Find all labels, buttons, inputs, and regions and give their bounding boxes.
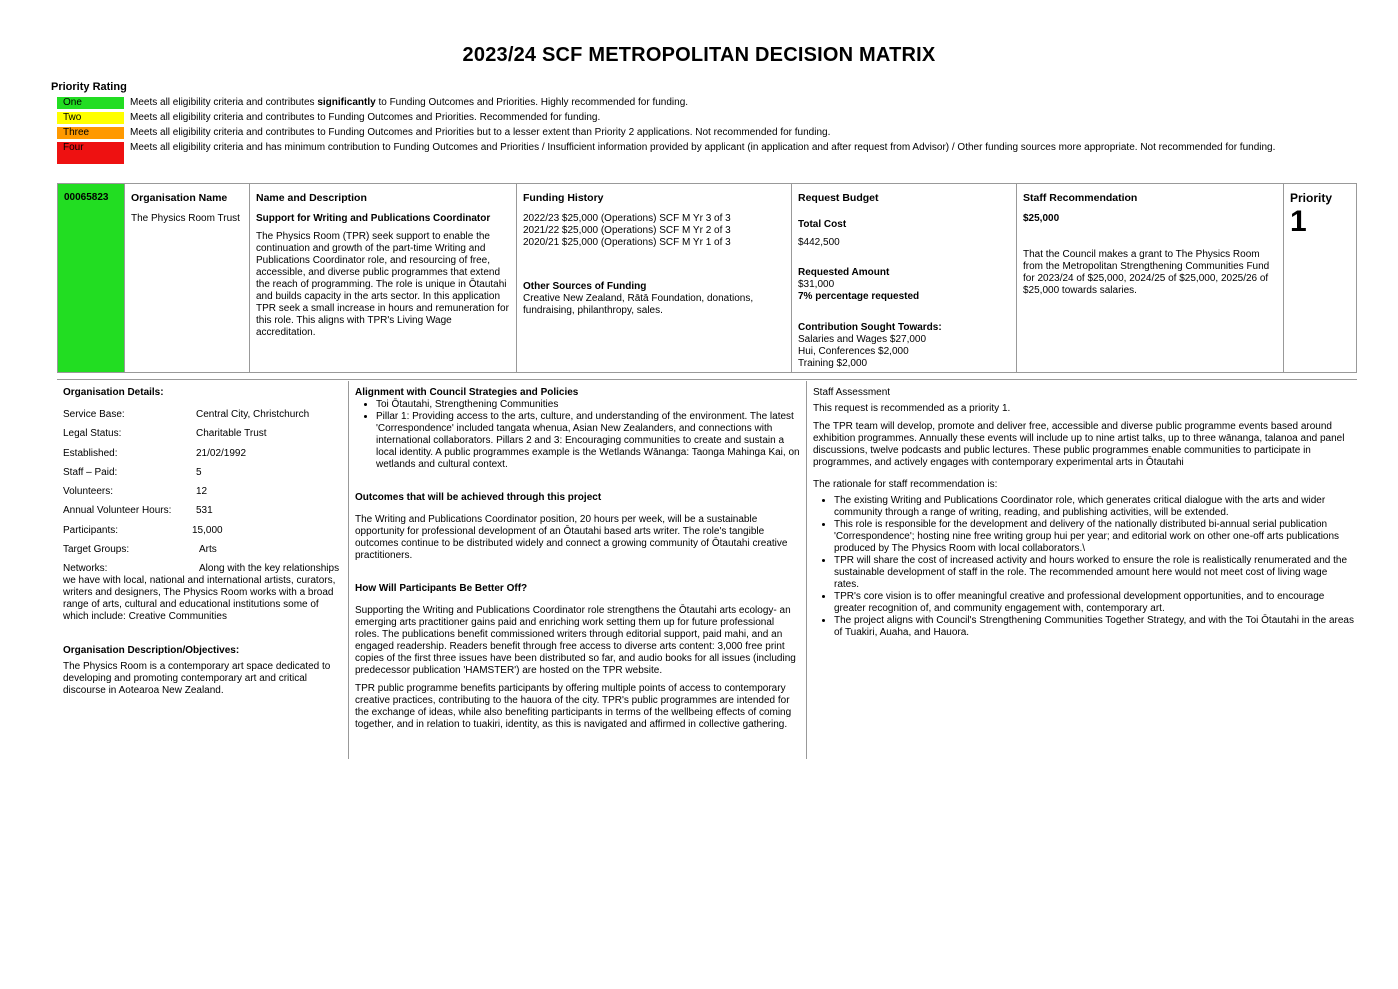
rationale-item: • TPR's core vision is to offer meaningful creative and professional development opportunities, and to encourage greater recognition of, and community engagement with, contemporary art. (834, 591, 1354, 615)
detail-row (63, 486, 341, 505)
detail-key: Legal Status: (63, 428, 122, 440)
detail-key: Target Groups: (63, 544, 130, 556)
rationale-item: • The project aligns with Council's Strengthening Communities Together Strategy, and with the Toi Ōtautahi in the areas of Tuakiri, Auaha, and Hauora. (834, 615, 1354, 639)
detail-row (63, 544, 341, 563)
rationale-item: • TPR will share the cost of increased activity and hours worked to ensure the role is realistically renumerated and the sustainable development of staff in the role. The recommended amount here would not meet cost of living wage rates. (834, 555, 1354, 591)
detail-value: 5 (196, 466, 202, 478)
detail-key: Established: (63, 447, 118, 459)
staff-recommendation-header: Staff Recommendation (1023, 192, 1138, 204)
alignment-column (348, 381, 800, 759)
application-id-cell (58, 184, 125, 373)
org-details-heading: Organisation Details: (63, 387, 164, 398)
legend-swatch-one: One (57, 97, 124, 109)
legend-row-two (57, 112, 1317, 124)
legend-text-one-bold: significantly (317, 97, 376, 108)
detail-value: Charitable Trust (196, 428, 267, 440)
legend-text-one (124, 97, 1317, 109)
description-header: Name and Description (256, 192, 367, 204)
detail-key: Service Base: (63, 409, 125, 420)
staff-recommended-amount: $25,000 (1023, 213, 1060, 224)
org-description-heading: Organisation Description/Objectives: (63, 645, 240, 657)
org-name-header: Organisation Name (131, 192, 228, 204)
networks-label: Networks: (63, 563, 108, 575)
legend-text-four: Meets all eligibility criteria and has minimum contribution to Funding Outcomes and Priorities / Insufficient information provided by applicant (in application and after request from Advisor) / Other funding sources more appropriate. Not recommended for funding. (130, 142, 1276, 153)
requested-amount: $31,000 (798, 279, 835, 290)
legend-row-one (57, 97, 1317, 109)
staff-recommendation-text: That the Council makes a grant to The Physics Room from the Metropolitan Strengthening Communities Fund for 2023/24 of $25,000, 2024/25 of $25,000, 2025/26 of $25,000 towards salaries. (1023, 249, 1270, 296)
legend-text-two: Meets all eligibility criteria and contributes to Funding Outcomes and Priorities. Recommended for funding. (130, 112, 601, 123)
org-name: The Physics Room Trust (131, 213, 240, 224)
legend-swatch-two: Two (57, 112, 124, 124)
rationale-intro: The rationale for staff recommendation is: (813, 479, 998, 490)
detail-value: Central City, Christchurch (196, 409, 310, 420)
application-id: 00065823 (64, 192, 109, 203)
other-sources-label: Other Sources of Funding (523, 281, 647, 292)
detail-row (63, 467, 341, 486)
percent-requested: 7% percentage requested (798, 291, 920, 302)
organisation-details-column (57, 381, 341, 697)
legend-text-one-post: to Funding Outcomes and Priorities. Highly recommended for funding. (375, 97, 689, 108)
staff-assessment-column (806, 381, 1354, 759)
detail-row (63, 409, 341, 428)
legend-row-four (57, 142, 1317, 164)
funding-history-cell (517, 184, 792, 373)
alignment-list (355, 399, 800, 471)
alignment-heading: Alignment with Council Strategies and Policies (355, 387, 579, 398)
funding-history-line: 2020/21 $25,000 (Operations) SCF M Yr 1 of 3 (523, 237, 731, 248)
detail-value: 12 (196, 486, 208, 498)
total-cost-label: Total Cost (798, 219, 847, 230)
rationale-list (813, 495, 1354, 639)
org-name-cell (125, 184, 250, 373)
better-off-text: Supporting the Writing and Publications Coordinator role strengthens the Ōtautahi arts ecology- an emerging arts practitioner gains paid and enriching work setting them up for future professional roles. The publications benefit commissioned writers through editorial support, paid mahi, and an engaged readership. Readers benefit through free access to diverse arts content: 3,000 free print copies of the first three issues have been distributed so far, and audio books for all issues (including predecessor publication 'HAMSTER') are hosted on the TPR website. (355, 605, 796, 676)
assessment-summary: The TPR team will develop, promote and deliver free, accessible and diverse public programme events based around exhibition programmes. Annually these events will include up to nine artist talks, up to three wānanga, talanoa and panel discussions, twelve podcasts and public lectures. These public programmes enable communities to participate in programmes, and actively engages with contemporary experimental arts in Ōtautahi (813, 421, 1345, 468)
contribution-line: Salaries and Wages $27,000 (798, 334, 927, 345)
legend-text-one-pre: Meets all eligibility criteria and contributes (130, 97, 318, 108)
priority-cell (1284, 184, 1357, 373)
total-cost: $442,500 (798, 237, 840, 248)
funding-history-header: Funding History (523, 192, 604, 204)
priority-value: 1 (1290, 205, 1307, 238)
detail-key: Volunteers: (63, 486, 114, 498)
staff-assessment-heading: Staff Assessment (813, 387, 891, 398)
priority-rating-heading: Priority Rating (51, 81, 127, 93)
legend-swatch-four: Four (57, 142, 124, 164)
other-sources: Creative New Zealand, Rātā Foundation, donations, fundraising, philanthropy, sales. (523, 293, 754, 316)
project-description: The Physics Room (TPR) seek support to enable the continuation and growth of the part-time Writing and Publications Coordinator role, and resourcing of free, accessible, and diverse public programmes that extend the reach of programming. The role is unique in Ōtautahi and builds capacity in the arts sector. In this application TPR seek a small increase in hours and remuneration for this role. This aligns with TPR's Living Wage accreditation. (256, 231, 509, 338)
detail-value: 531 (196, 505, 213, 517)
alignment-item: • Pillar 1: Providing access to the arts, culture, and understanding of the environment. The latest 'Correspondence' included tangata whenua, Asian New Zealanders, and connections with international collaborators. Pillars 2 and 3: Encouraging communities to create and sustain a local identity. A public programmes example is the Wetlands Wānanga: Taonga Mahinga Kai, on wetlands and cultural context. (376, 411, 800, 471)
funding-history-line: 2022/23 $25,000 (Operations) SCF M Yr 3 of 3 (523, 213, 731, 224)
priority-legend (57, 97, 1317, 167)
legend-swatch-three: Three (57, 127, 124, 139)
request-budget-header: Request Budget (798, 192, 879, 204)
detail-value: 21/02/1992 (196, 447, 247, 459)
requested-amount-label: Requested Amount (798, 267, 890, 278)
legend-text-three: Meets all eligibility criteria and contributes to Funding Outcomes and Priorities but to a lesser extent than Priority 2 applications. Not recommended for funding. (130, 127, 831, 138)
detail-value: Arts (199, 544, 217, 556)
better-off-text: TPR public programme benefits participants by offering multiple points of access to contemporary creative practices, contributing to the hauora of the city. TPR's public programmes are intended for the exchange of ideas, while also benefiting participants in terms of the wellbeing effects of coming together, and in relation to tuakiri, identity, as this is navigated and affirmed in collective gathering. (355, 683, 792, 730)
detail-key: Staff – Paid: (63, 466, 118, 478)
outcomes-heading: Outcomes that will be achieved through this project (355, 492, 602, 503)
detail-row (63, 428, 341, 447)
outcomes-text: The Writing and Publications Coordinator position, 20 hours per week, will be a sustainable opportunity for professional development of an Ōtautahi based arts writer. The role's tangible outcomes continue to be distributed widely and connect a growing community of Ōtautahi creative practitioners. (355, 514, 788, 561)
description-cell (250, 184, 517, 373)
page-title: 2023/24 SCF METROPOLITAN DECISION MATRIX (462, 44, 936, 66)
networks-text: Along with the key relationships we have with local, national and international artists, curators, writers and designers, The Physics Room works with a broad range of arts, cultural and educational institutions some of which include: Creative Communities (63, 563, 340, 623)
legend-row-three (57, 127, 1317, 139)
rationale-item: • This role is responsible for the development and delivery of the nationally distributed bi-annual serial publication 'Correspondence'; hosting nine free writing group hui per year; and editorial work on other one-off arts publications produced by The Physics Room with local collaborators.\ (834, 519, 1354, 555)
priority-header: Priority (1290, 191, 1333, 205)
detail-row (63, 505, 341, 524)
detail-key: Annual Volunteer Hours: (63, 505, 172, 517)
assessment-priority-line: This request is recommended as a priority 1. (813, 403, 1011, 414)
funding-history-line: 2021/22 $25,000 (Operations) SCF M Yr 2 of 3 (523, 225, 731, 236)
detail-value: 15,000 (192, 524, 223, 536)
staff-recommendation-cell (1017, 184, 1284, 373)
better-off-heading: How Will Participants Be Better Off? (355, 583, 528, 594)
org-description-text: The Physics Room is a contemporary art space dedicated to developing and promoting contemporary art and critical discourse in Aotearoa New Zealand. (63, 661, 331, 697)
project-name: Support for Writing and Publications Coordinator (256, 213, 491, 224)
networks (63, 563, 341, 623)
detail-row (63, 448, 341, 467)
detail-key: Participants: (63, 524, 119, 536)
request-budget-cell (792, 184, 1017, 373)
alignment-item: • Toi Ōtautahi, Strengthening Communities (376, 399, 800, 411)
detail-row (63, 525, 341, 544)
rationale-item: • The existing Writing and Publications Coordinator role, which generates critical dialogue with the arts and wider community through a range of writing, reading, and publishing activities, will be extended. (834, 495, 1354, 519)
contribution-label: Contribution Sought Towards: (798, 322, 942, 333)
section-divider (57, 379, 1357, 380)
contribution-line: Training $2,000 (798, 358, 868, 369)
application-summary-table (57, 183, 1357, 373)
contribution-line: Hui, Conferences $2,000 (798, 346, 909, 357)
